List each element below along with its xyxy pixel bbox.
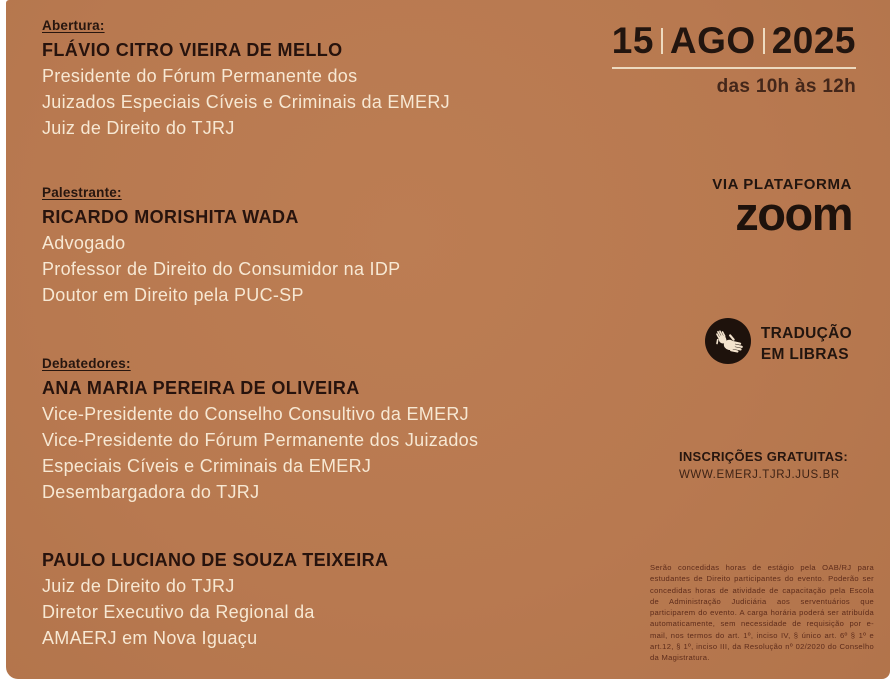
libras-label [761, 323, 852, 365]
speaker-block-debatedor-2 [42, 547, 562, 651]
section-label: Debatedores: [42, 356, 131, 371]
speaker-role-line: Juiz de Direito do TJRJ [42, 576, 235, 596]
section-label: Abertura: [42, 18, 105, 33]
section-label: Palestrante: [42, 185, 122, 200]
registration-block [679, 449, 848, 481]
speaker-name: RICARDO MORISHITA WADA [42, 207, 299, 227]
speaker-role-line: Professor de Direito do Consumidor na IDP [42, 259, 401, 279]
registration-label: INSCRIÇÕES GRATUITAS: [678, 449, 848, 464]
speaker-role-line: Desembargadora do TJRJ [42, 482, 260, 502]
speaker-name: ANA MARIA PEREIRA DE OLIVEIRA [42, 378, 360, 398]
speaker-block-palestrante [42, 183, 562, 308]
date-year: 2025 [771, 20, 856, 61]
event-date-block [612, 20, 856, 98]
speaker-role-line: Diretor Executivo da Regional da [42, 602, 315, 622]
libras-label-line2: EM LIBRAS [760, 345, 849, 363]
speaker-role-line: Juizados Especiais Cíveis e Criminais da EMERJ [42, 92, 450, 112]
speaker-block-debatedores [42, 354, 562, 505]
speaker-role-line: Vice-Presidente do Conselho Consultivo da EMERJ [42, 404, 469, 424]
speaker-name: PAULO LUCIANO DE SOUZA TEIXEIRA [42, 550, 389, 570]
platform-block [712, 176, 852, 240]
event-date [612, 20, 856, 62]
speakers-column [42, 16, 562, 684]
libras-hands-icon [704, 317, 752, 370]
speaker-role-line: Doutor em Direito pela PUC-SP [42, 285, 304, 305]
date-separator [763, 28, 765, 54]
date-day: 15 [611, 20, 654, 61]
speaker-name: FLÁVIO CITRO VIEIRA DE MELLO [42, 40, 343, 60]
speaker-role-line: Presidente do Fórum Permanente dos [42, 66, 358, 86]
registration-url[interactable]: WWW.EMERJ.TJRJ.JUS.BR [678, 469, 840, 481]
zoom-logo: zoom [735, 187, 852, 240]
event-time: das 10h às 12h [716, 76, 856, 97]
speaker-role-line: Vice-Presidente do Fórum Permanente dos Juizados [42, 430, 479, 450]
speaker-block-abertura [42, 16, 562, 141]
date-month: AGO [669, 20, 756, 61]
event-flyer-card [6, 0, 890, 679]
speaker-role-line: AMAERJ em Nova Iguaçu [42, 628, 258, 648]
date-separator [661, 28, 663, 54]
speaker-role-line: Especiais Cíveis e Criminais da EMERJ [42, 456, 372, 476]
speaker-role-line: Juiz de Direito do TJRJ [42, 118, 235, 138]
legal-fine-print: Serão concedidas horas de estágio pela OAB/RJ para estudantes de Direito participantes do evento. Poderão ser concedidas horas de atividade de capacitação pela Escola de Administração Judiciária aos serventuários que participarem do evento. A carga horária poderá ser atribuída automaticamente, sem necessidade de requisição por e-mail, nos termos do art. 1º, inciso IV, § único art. 6º § 1º e art.12, § 1º, inciso III, da Resolução nº 02/2020 do Conselho da Magistratura. [650, 563, 874, 663]
date-underline [612, 67, 856, 69]
platform-label: VIA PLATAFORMA [712, 176, 852, 193]
speaker-role-line: Advogado [42, 233, 126, 253]
libras-label-line1: TRADUÇÃO [760, 324, 852, 342]
libras-block [704, 317, 852, 370]
